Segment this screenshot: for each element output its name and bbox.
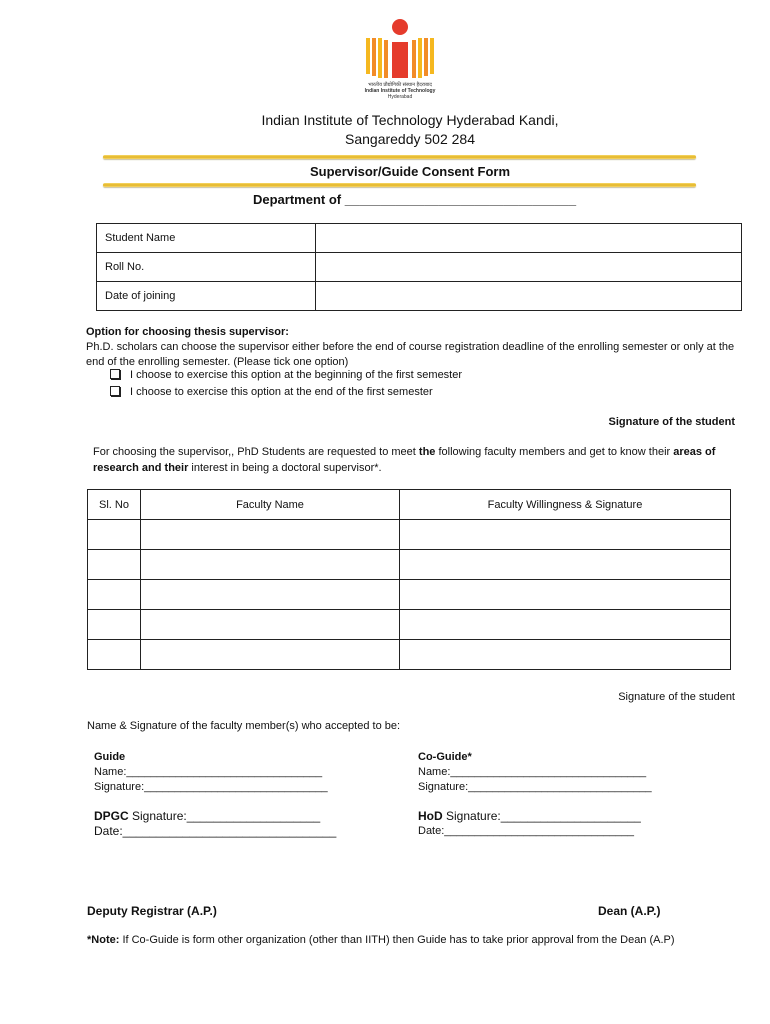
choosing-bold-2: areas of research and their: [93, 446, 716, 474]
table-row: [97, 224, 742, 253]
table-row: [97, 282, 742, 311]
option-choice-end-label: I choose to exercise this option at the end of the first semester: [130, 386, 433, 398]
table-row: [88, 550, 731, 580]
institute-name: Indian Institute of Technology Hyderabad Kandi,: [261, 112, 559, 128]
dpgc-signature-field[interactable]: [94, 809, 336, 824]
col-header-faculty-name: Faculty Name: [141, 490, 400, 520]
option-heading: Option for choosing thesis supervisor:: [86, 326, 289, 338]
choosing-instructions: [93, 444, 743, 476]
logo-text-english: Indian Institute of Technology: [364, 88, 436, 94]
accepted-faculty-label: Name & Signature of the faculty member(s) who accepted to be:: [87, 720, 401, 732]
hod-signature-field[interactable]: [418, 809, 641, 824]
faculty-signature-cell[interactable]: [400, 550, 731, 580]
coguide-name-field[interactable]: Name:________________________________: [418, 766, 647, 778]
student-details-table: [96, 223, 742, 311]
option-choice-end[interactable]: [110, 386, 433, 398]
coguide-heading: Co-Guide*: [418, 751, 472, 763]
hod-block: [418, 809, 641, 839]
choosing-text-1: For choosing the supervisor,, PhD Students are requested to meet: [93, 446, 419, 458]
option-description: Ph.D. scholars can choose the supervisor either before the end of course registration deadline of the enrolling semester or only at the end of the enrolling semester. (Please tick one option): [86, 341, 735, 368]
option-choice-beginning[interactable]: [110, 369, 462, 381]
dpgc-signature-line: Signature:____________________: [128, 809, 321, 823]
logo-text-hindi: भारतीय प्रौद्योगिकी संस्थान हैदराबाद: [368, 82, 432, 88]
student-name-field[interactable]: [316, 224, 742, 253]
col-header-sl-no: Sl. No: [88, 490, 141, 520]
table-row: [88, 610, 731, 640]
department-field[interactable]: Department of ________________________________: [253, 192, 577, 207]
sl-no-cell[interactable]: [88, 580, 141, 610]
faculty-name-cell[interactable]: [141, 520, 400, 550]
student-signature-label: Signature of the student: [608, 416, 735, 428]
coguide-block: [418, 750, 652, 795]
faculty-signature-cell[interactable]: [400, 520, 731, 550]
guide-heading: Guide: [94, 751, 126, 763]
sl-no-cell[interactable]: [88, 610, 141, 640]
deputy-registrar-label: Deputy Registrar (A.P.): [87, 904, 217, 918]
guide-block: [94, 750, 328, 795]
sl-no-cell[interactable]: [88, 640, 141, 670]
faculty-signature-cell[interactable]: [400, 640, 731, 670]
table-row: [97, 253, 742, 282]
table-row: [88, 520, 731, 550]
note-label: *Note:: [87, 934, 120, 946]
coguide-signature-field[interactable]: Signature:______________________________: [418, 781, 652, 793]
supervisor-option-section: [86, 325, 746, 370]
institute-address: Sangareddy 502 284: [345, 131, 475, 147]
hod-label: HoD: [418, 809, 443, 823]
guide-name-field[interactable]: Name:________________________________: [94, 766, 323, 778]
dpgc-block: [94, 809, 336, 839]
footer-note: [87, 934, 675, 946]
sl-no-cell[interactable]: [88, 550, 141, 580]
roll-no-field[interactable]: [316, 253, 742, 282]
logo-caption: [360, 82, 440, 100]
table-row: [88, 580, 731, 610]
dpgc-date-field[interactable]: Date:________________________________: [94, 824, 337, 838]
table-row: [88, 640, 731, 670]
hod-signature-line: Signature:_____________________: [442, 809, 641, 823]
note-text: If Co-Guide is form other organization (other than IITH) then Guide has to take prior approval from the Dean (A.P): [119, 934, 675, 946]
student-signature-label-2: Signature of the student: [618, 691, 735, 703]
col-header-faculty-signature: Faculty Willingness & Signature: [400, 490, 731, 520]
hod-date-field[interactable]: Date:_______________________________: [418, 825, 634, 837]
gold-divider-top: [103, 155, 696, 159]
form-title: Supervisor/Guide Consent Form: [309, 164, 511, 179]
date-of-joining-label: Date of joining: [97, 282, 316, 311]
choosing-text-2: following faculty members and get to know their: [435, 446, 674, 458]
faculty-name-cell[interactable]: [141, 550, 400, 580]
sl-no-cell[interactable]: [88, 520, 141, 550]
choosing-bold-1: the: [418, 446, 436, 458]
faculty-name-cell[interactable]: [141, 580, 400, 610]
faculty-name-cell[interactable]: [141, 640, 400, 670]
faculty-signature-cell[interactable]: [400, 580, 731, 610]
table-header-row: [88, 490, 731, 520]
dean-label: Dean (A.P.): [598, 904, 661, 918]
date-of-joining-field[interactable]: [316, 282, 742, 311]
option-choice-beginning-label: I choose to exercise this option at the beginning of the first semester: [130, 369, 463, 381]
checkbox-icon[interactable]: [110, 369, 120, 379]
faculty-table: [87, 489, 731, 670]
dpgc-label: DPGC: [94, 809, 129, 823]
roll-no-label: Roll No.: [97, 253, 316, 282]
faculty-signature-cell[interactable]: [400, 610, 731, 640]
checkbox-icon[interactable]: [110, 386, 120, 396]
gold-divider-bottom: [103, 183, 696, 187]
logo-text-city: Hyderabad: [387, 94, 413, 100]
guide-signature-field[interactable]: Signature:______________________________: [94, 781, 328, 793]
choosing-text-3: interest in being a doctoral supervisor*.: [188, 462, 382, 474]
faculty-name-cell[interactable]: [141, 610, 400, 640]
student-name-label: Student Name: [97, 224, 316, 253]
